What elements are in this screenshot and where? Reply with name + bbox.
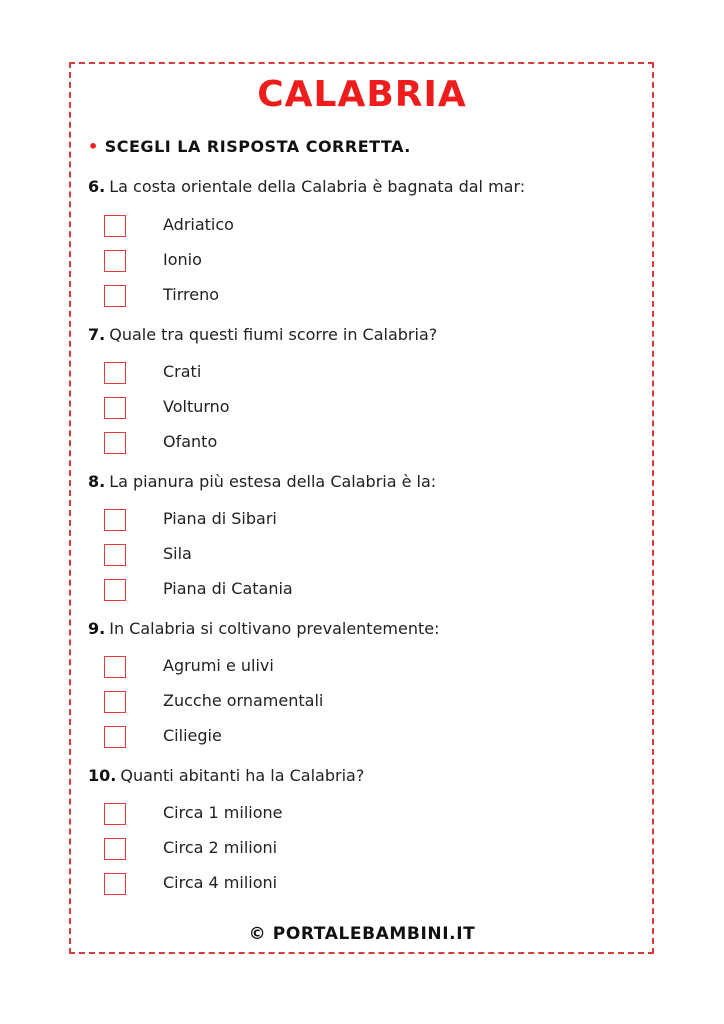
answer-checkbox[interactable]: [104, 656, 126, 678]
answer-checkbox[interactable]: [104, 803, 126, 825]
question-text: Quanti abitanti ha la Calabria?: [120, 766, 365, 785]
question-number: 6.: [88, 177, 106, 196]
answer-checkbox[interactable]: [104, 250, 126, 272]
answer-checkbox[interactable]: [104, 691, 126, 713]
answer-checkbox[interactable]: [104, 397, 126, 419]
answer-label: Ofanto: [163, 432, 218, 451]
answer-checkbox[interactable]: [104, 838, 126, 860]
instruction-text: SCEGLI LA RISPOSTA CORRETTA.: [104, 137, 411, 156]
answer-option: [104, 690, 324, 714]
answer-option: [104, 543, 192, 567]
answer-label: Crati: [163, 362, 202, 381]
answer-label: Circa 1 milione: [163, 803, 283, 822]
answer-label: Tirreno: [163, 285, 220, 304]
question-number: 9.: [88, 619, 106, 638]
answer-checkbox[interactable]: [104, 509, 126, 531]
answer-label: Piana di Catania: [163, 579, 293, 598]
answer-option: [104, 837, 278, 861]
answer-option: [104, 249, 202, 273]
answer-option: [104, 578, 293, 602]
answer-option: [104, 655, 274, 679]
page-title: CALABRIA: [257, 74, 467, 115]
answer-checkbox[interactable]: [104, 579, 126, 601]
instruction: [88, 137, 411, 156]
answer-label: Ciliegie: [163, 726, 222, 745]
answer-option: [104, 396, 230, 420]
question-number: 10.: [88, 766, 117, 785]
question-10: [88, 766, 364, 785]
question-8: [88, 472, 436, 491]
answer-option: [104, 508, 277, 532]
answer-option: [104, 214, 234, 238]
question-6: [88, 177, 525, 196]
answer-checkbox[interactable]: [104, 544, 126, 566]
answer-label: Sila: [163, 544, 192, 563]
answer-label: Piana di Sibari: [163, 509, 277, 528]
answer-checkbox[interactable]: [104, 285, 126, 307]
answer-option: [104, 802, 283, 826]
answer-label: Circa 4 milioni: [163, 873, 278, 892]
answer-option: [104, 431, 218, 455]
answer-label: Circa 2 milioni: [163, 838, 278, 857]
answer-checkbox[interactable]: [104, 873, 126, 895]
instruction-bullet: •: [88, 137, 99, 156]
answer-option: [104, 872, 278, 896]
answer-option: [104, 361, 202, 385]
question-text: La costa orientale della Calabria è bagnata dal mar:: [109, 177, 526, 196]
question-7: [88, 325, 437, 344]
answer-checkbox[interactable]: [104, 215, 126, 237]
answer-option: [104, 284, 220, 308]
question-text: Quale tra questi fiumi scorre in Calabria?: [109, 325, 438, 344]
question-number: 8.: [88, 472, 106, 491]
answer-option: [104, 725, 222, 749]
answer-checkbox[interactable]: [104, 432, 126, 454]
answer-label: Agrumi e ulivi: [163, 656, 274, 675]
answer-checkbox[interactable]: [104, 362, 126, 384]
question-9: [88, 619, 440, 638]
answer-checkbox[interactable]: [104, 726, 126, 748]
footer-copyright: © PORTALEBAMBINI.IT: [248, 924, 476, 944]
question-text: In Calabria si coltivano prevalentemente:: [109, 619, 440, 638]
answer-label: Adriatico: [163, 215, 234, 234]
answer-label: Zucche ornamentali: [163, 691, 324, 710]
question-number: 7.: [88, 325, 106, 344]
answer-label: Ionio: [163, 250, 202, 269]
question-text: La pianura più estesa della Calabria è la:: [109, 472, 437, 491]
answer-label: Volturno: [163, 397, 230, 416]
